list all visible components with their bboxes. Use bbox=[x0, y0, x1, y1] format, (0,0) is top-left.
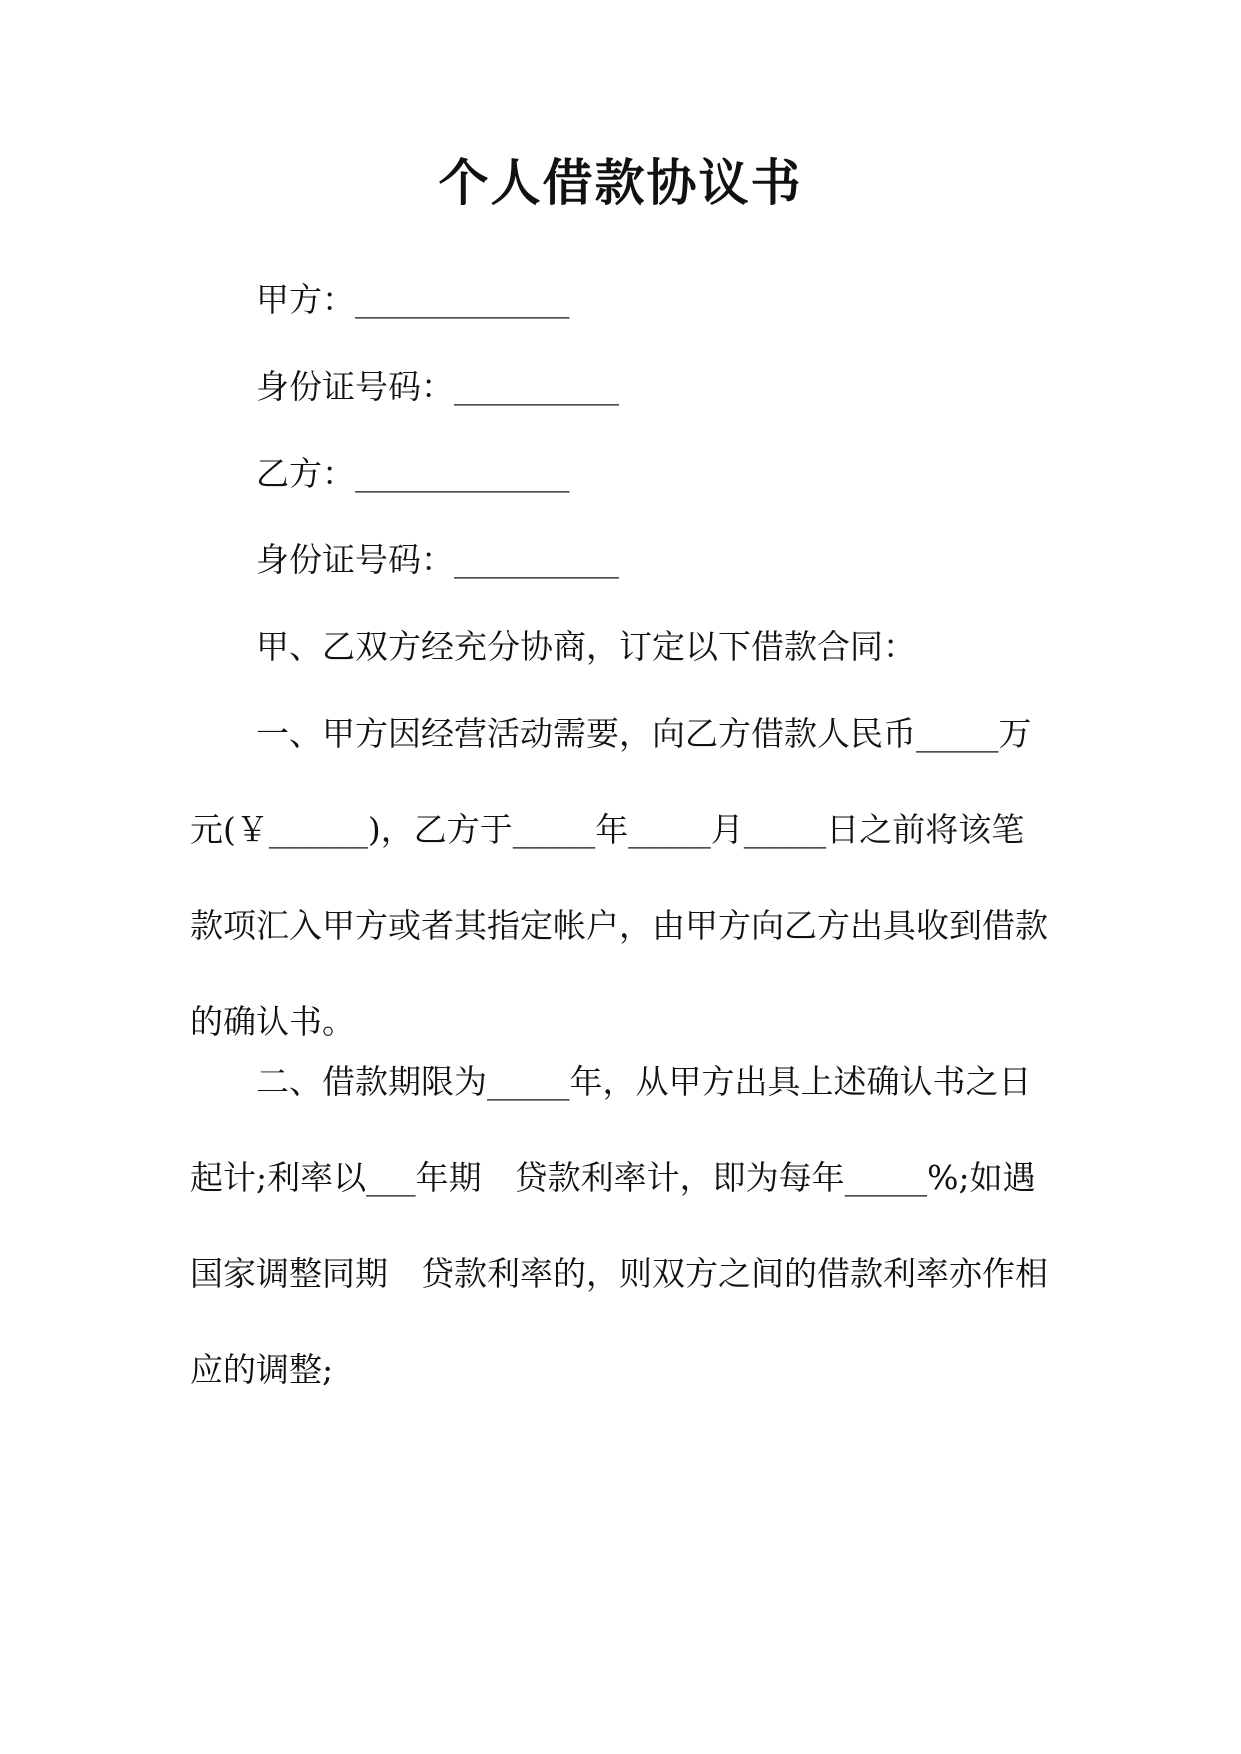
party-a-id-line: 身份证号码：__________ bbox=[256, 367, 619, 406]
party-b-id-line: 身份证号码：__________ bbox=[256, 540, 619, 579]
party-a-line: 甲方：_____________ bbox=[256, 280, 570, 319]
party-b-line: 乙方：_____________ bbox=[256, 454, 570, 493]
clause-1-paragraph: 一、甲方因经营活动需要，向乙方借款人民币_____万元(￥______)，乙方于_____年_____月_____日之前将该笔款项汇入甲方或者其指定帐户，由甲方向乙方出具收到借款的确认书。 bbox=[190, 714, 1048, 1041]
intro-paragraph: 甲、乙双方经充分协商，订定以下借款合同： bbox=[256, 627, 916, 666]
clause-2-paragraph: 二、借款期限为_____年，从甲方出具上述确认书之日起计;利率以___年期 贷款利率计，即为每年_____%;如遇国家调整同期 贷款利率的，则双方之间的借款利率亦作相应的调整; bbox=[190, 1062, 1048, 1389]
document-title: 个人借款协议书 bbox=[438, 153, 803, 212]
